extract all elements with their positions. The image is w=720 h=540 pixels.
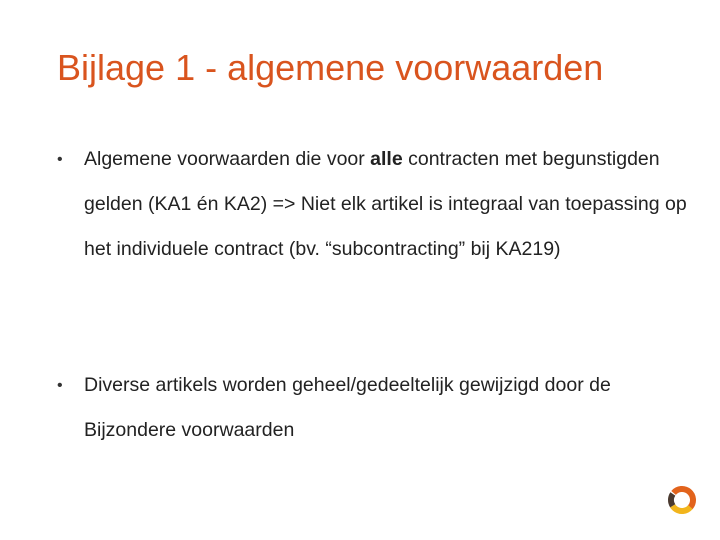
bullet-text-emphasis: alle: [370, 148, 403, 170]
bullet-item-articles: [57, 363, 707, 453]
bullet-text: [84, 137, 707, 272]
slide-title: Bijlage 1 - algemene voorwaarden: [57, 47, 604, 88]
bullet-text-start: Algemene voorwaarden die voor: [84, 148, 371, 170]
ring-logo-icon: [667, 485, 697, 515]
bullet-marker: •: [57, 151, 63, 168]
bullet-text-end: contracten met begunstigden gelden (KA1 én KA2) => Niet elk artikel is integraal van toepassing op het individuele contract (bv. “subcontracting” bij KA219): [84, 148, 687, 260]
bullet-marker: •: [57, 377, 63, 394]
bullet-text: Diverse artikels worden geheel/gedeeltelijk gewijzigd door de Bijzondere voorwaarden: [84, 374, 611, 441]
bullet-item-contracts: [57, 137, 707, 272]
